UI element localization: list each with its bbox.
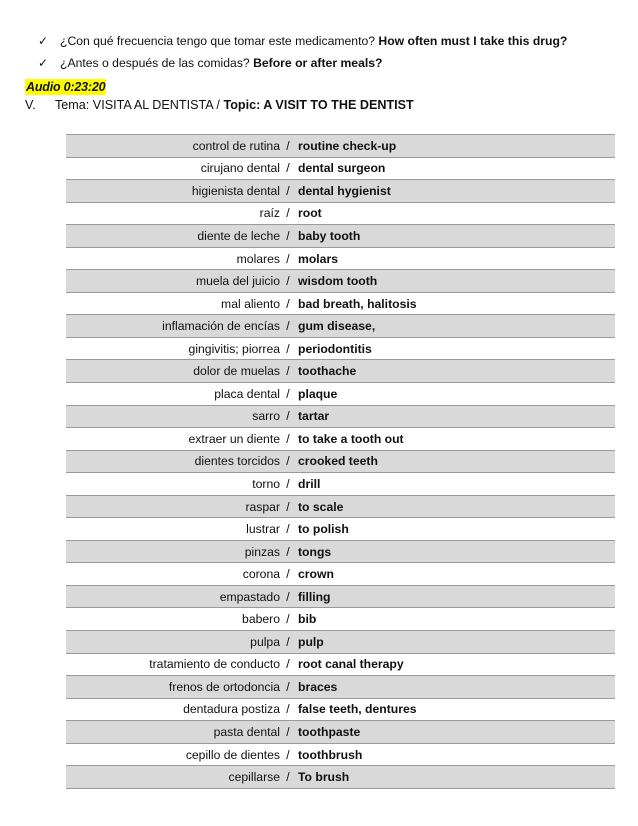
term-separator: / <box>280 225 296 248</box>
table-row <box>66 743 615 766</box>
term-english: bad breath, halitosis <box>296 292 615 315</box>
term-spanish: cepillarse <box>66 766 280 789</box>
term-separator: / <box>280 563 296 586</box>
term-spanish: dolor de muelas <box>66 360 280 383</box>
term-separator: / <box>280 315 296 338</box>
section-title-en: Topic: A VISIT TO THE DENTIST <box>223 98 414 112</box>
term-spanish: frenos de ortodoncia <box>66 676 280 699</box>
table-row <box>66 180 615 203</box>
section-number: V. <box>25 98 36 112</box>
term-separator: / <box>280 428 296 451</box>
term-spanish: inflamación de encías <box>66 315 280 338</box>
term-english: molars <box>296 247 615 270</box>
term-separator: / <box>280 135 296 158</box>
term-english: root canal therapy <box>296 653 615 676</box>
term-english: braces <box>296 676 615 699</box>
term-spanish: empastado <box>66 585 280 608</box>
term-separator: / <box>280 202 296 225</box>
term-english: crooked teeth <box>296 450 615 473</box>
term-separator: / <box>280 585 296 608</box>
table-row <box>66 337 615 360</box>
term-separator: / <box>280 270 296 293</box>
term-english: toothbrush <box>296 743 615 766</box>
term-spanish: muela del juicio <box>66 270 280 293</box>
term-spanish: dientes torcidos <box>66 450 280 473</box>
table-row <box>66 450 615 473</box>
term-separator: / <box>280 743 296 766</box>
table-row <box>66 473 615 496</box>
term-english: to scale <box>296 495 615 518</box>
question-item <box>38 52 618 74</box>
table-row <box>66 135 615 158</box>
table-row <box>66 157 615 180</box>
term-english: pulp <box>296 631 615 654</box>
term-spanish: sarro <box>66 405 280 428</box>
table-row <box>66 676 615 699</box>
term-spanish: tratamiento de conducto <box>66 653 280 676</box>
table-row <box>66 585 615 608</box>
term-english: routine check-up <box>296 135 615 158</box>
term-separator: / <box>280 292 296 315</box>
term-spanish: babero <box>66 608 280 631</box>
table-row <box>66 292 615 315</box>
question-en: How often must I take this drug? <box>378 34 568 48</box>
term-separator: / <box>280 473 296 496</box>
term-spanish: raíz <box>66 202 280 225</box>
table-row <box>66 698 615 721</box>
term-spanish: cepillo de dientes <box>66 743 280 766</box>
term-separator: / <box>280 337 296 360</box>
term-separator: / <box>280 540 296 563</box>
term-separator: / <box>280 766 296 789</box>
term-separator: / <box>280 247 296 270</box>
table-row <box>66 270 615 293</box>
term-separator: / <box>280 405 296 428</box>
term-separator: / <box>280 450 296 473</box>
term-english: false teeth, dentures <box>296 698 615 721</box>
vocabulary-table <box>66 134 615 789</box>
term-spanish: lustrar <box>66 518 280 541</box>
term-separator: / <box>280 360 296 383</box>
term-spanish: raspar <box>66 495 280 518</box>
question-list <box>38 30 618 74</box>
term-english: dental surgeon <box>296 157 615 180</box>
term-spanish: cirujano dental <box>66 157 280 180</box>
term-separator: / <box>280 518 296 541</box>
term-spanish: gingivitis; piorrea <box>66 337 280 360</box>
term-english: tartar <box>296 405 615 428</box>
audio-timestamp: Audio 0:23:20 <box>26 80 106 94</box>
question-item <box>38 30 618 52</box>
table-row <box>66 631 615 654</box>
term-english: to polish <box>296 518 615 541</box>
term-spanish: placa dental <box>66 383 280 406</box>
term-spanish: diente de leche <box>66 225 280 248</box>
table-row <box>66 360 615 383</box>
term-english: to take a tooth out <box>296 428 615 451</box>
term-spanish: corona <box>66 563 280 586</box>
term-spanish: mal aliento <box>66 292 280 315</box>
term-english: filling <box>296 585 615 608</box>
term-spanish: torno <box>66 473 280 496</box>
term-separator: / <box>280 698 296 721</box>
term-separator: / <box>280 608 296 631</box>
table-row <box>66 428 615 451</box>
table-row <box>66 315 615 338</box>
term-english: toothpaste <box>296 721 615 744</box>
term-english: bib <box>296 608 615 631</box>
term-spanish: control de rutina <box>66 135 280 158</box>
term-english: tongs <box>296 540 615 563</box>
term-spanish: pulpa <box>66 631 280 654</box>
term-spanish: pasta dental <box>66 721 280 744</box>
question-es: ¿Antes o después de las comidas? <box>60 56 250 70</box>
term-separator: / <box>280 721 296 744</box>
term-separator: / <box>280 676 296 699</box>
term-spanish: pinzas <box>66 540 280 563</box>
term-english: To brush <box>296 766 615 789</box>
table-row <box>66 405 615 428</box>
table-row <box>66 563 615 586</box>
term-english: gum disease, <box>296 315 615 338</box>
term-spanish: dentadura postiza <box>66 698 280 721</box>
term-separator: / <box>280 383 296 406</box>
table-row <box>66 225 615 248</box>
term-english: root <box>296 202 615 225</box>
section-heading <box>25 98 414 112</box>
term-english: wisdom tooth <box>296 270 615 293</box>
table-row <box>66 766 615 789</box>
term-english: toothache <box>296 360 615 383</box>
table-row <box>66 608 615 631</box>
term-english: crown <box>296 563 615 586</box>
question-en: Before or after meals? <box>253 56 383 70</box>
table-row <box>66 495 615 518</box>
table-row <box>66 247 615 270</box>
term-english: dental hygienist <box>296 180 615 203</box>
term-english: drill <box>296 473 615 496</box>
checkmark-icon: ✓ <box>38 56 49 70</box>
term-english: periodontitis <box>296 337 615 360</box>
table-row <box>66 518 615 541</box>
term-separator: / <box>280 631 296 654</box>
table-row <box>66 653 615 676</box>
table-row <box>66 540 615 563</box>
term-separator: / <box>280 157 296 180</box>
question-es: ¿Con qué frecuencia tengo que tomar este medicamento? <box>60 34 376 48</box>
term-separator: / <box>280 495 296 518</box>
table-row <box>66 721 615 744</box>
table-row <box>66 202 615 225</box>
term-english: plaque <box>296 383 615 406</box>
term-spanish: extraer un diente <box>66 428 280 451</box>
table-row <box>66 383 615 406</box>
section-title-es: Tema: VISITA AL DENTISTA / <box>55 98 220 112</box>
term-english: baby tooth <box>296 225 615 248</box>
term-spanish: higienista dental <box>66 180 280 203</box>
term-separator: / <box>280 653 296 676</box>
checkmark-icon: ✓ <box>38 34 49 48</box>
term-spanish: molares <box>66 247 280 270</box>
term-separator: / <box>280 180 296 203</box>
